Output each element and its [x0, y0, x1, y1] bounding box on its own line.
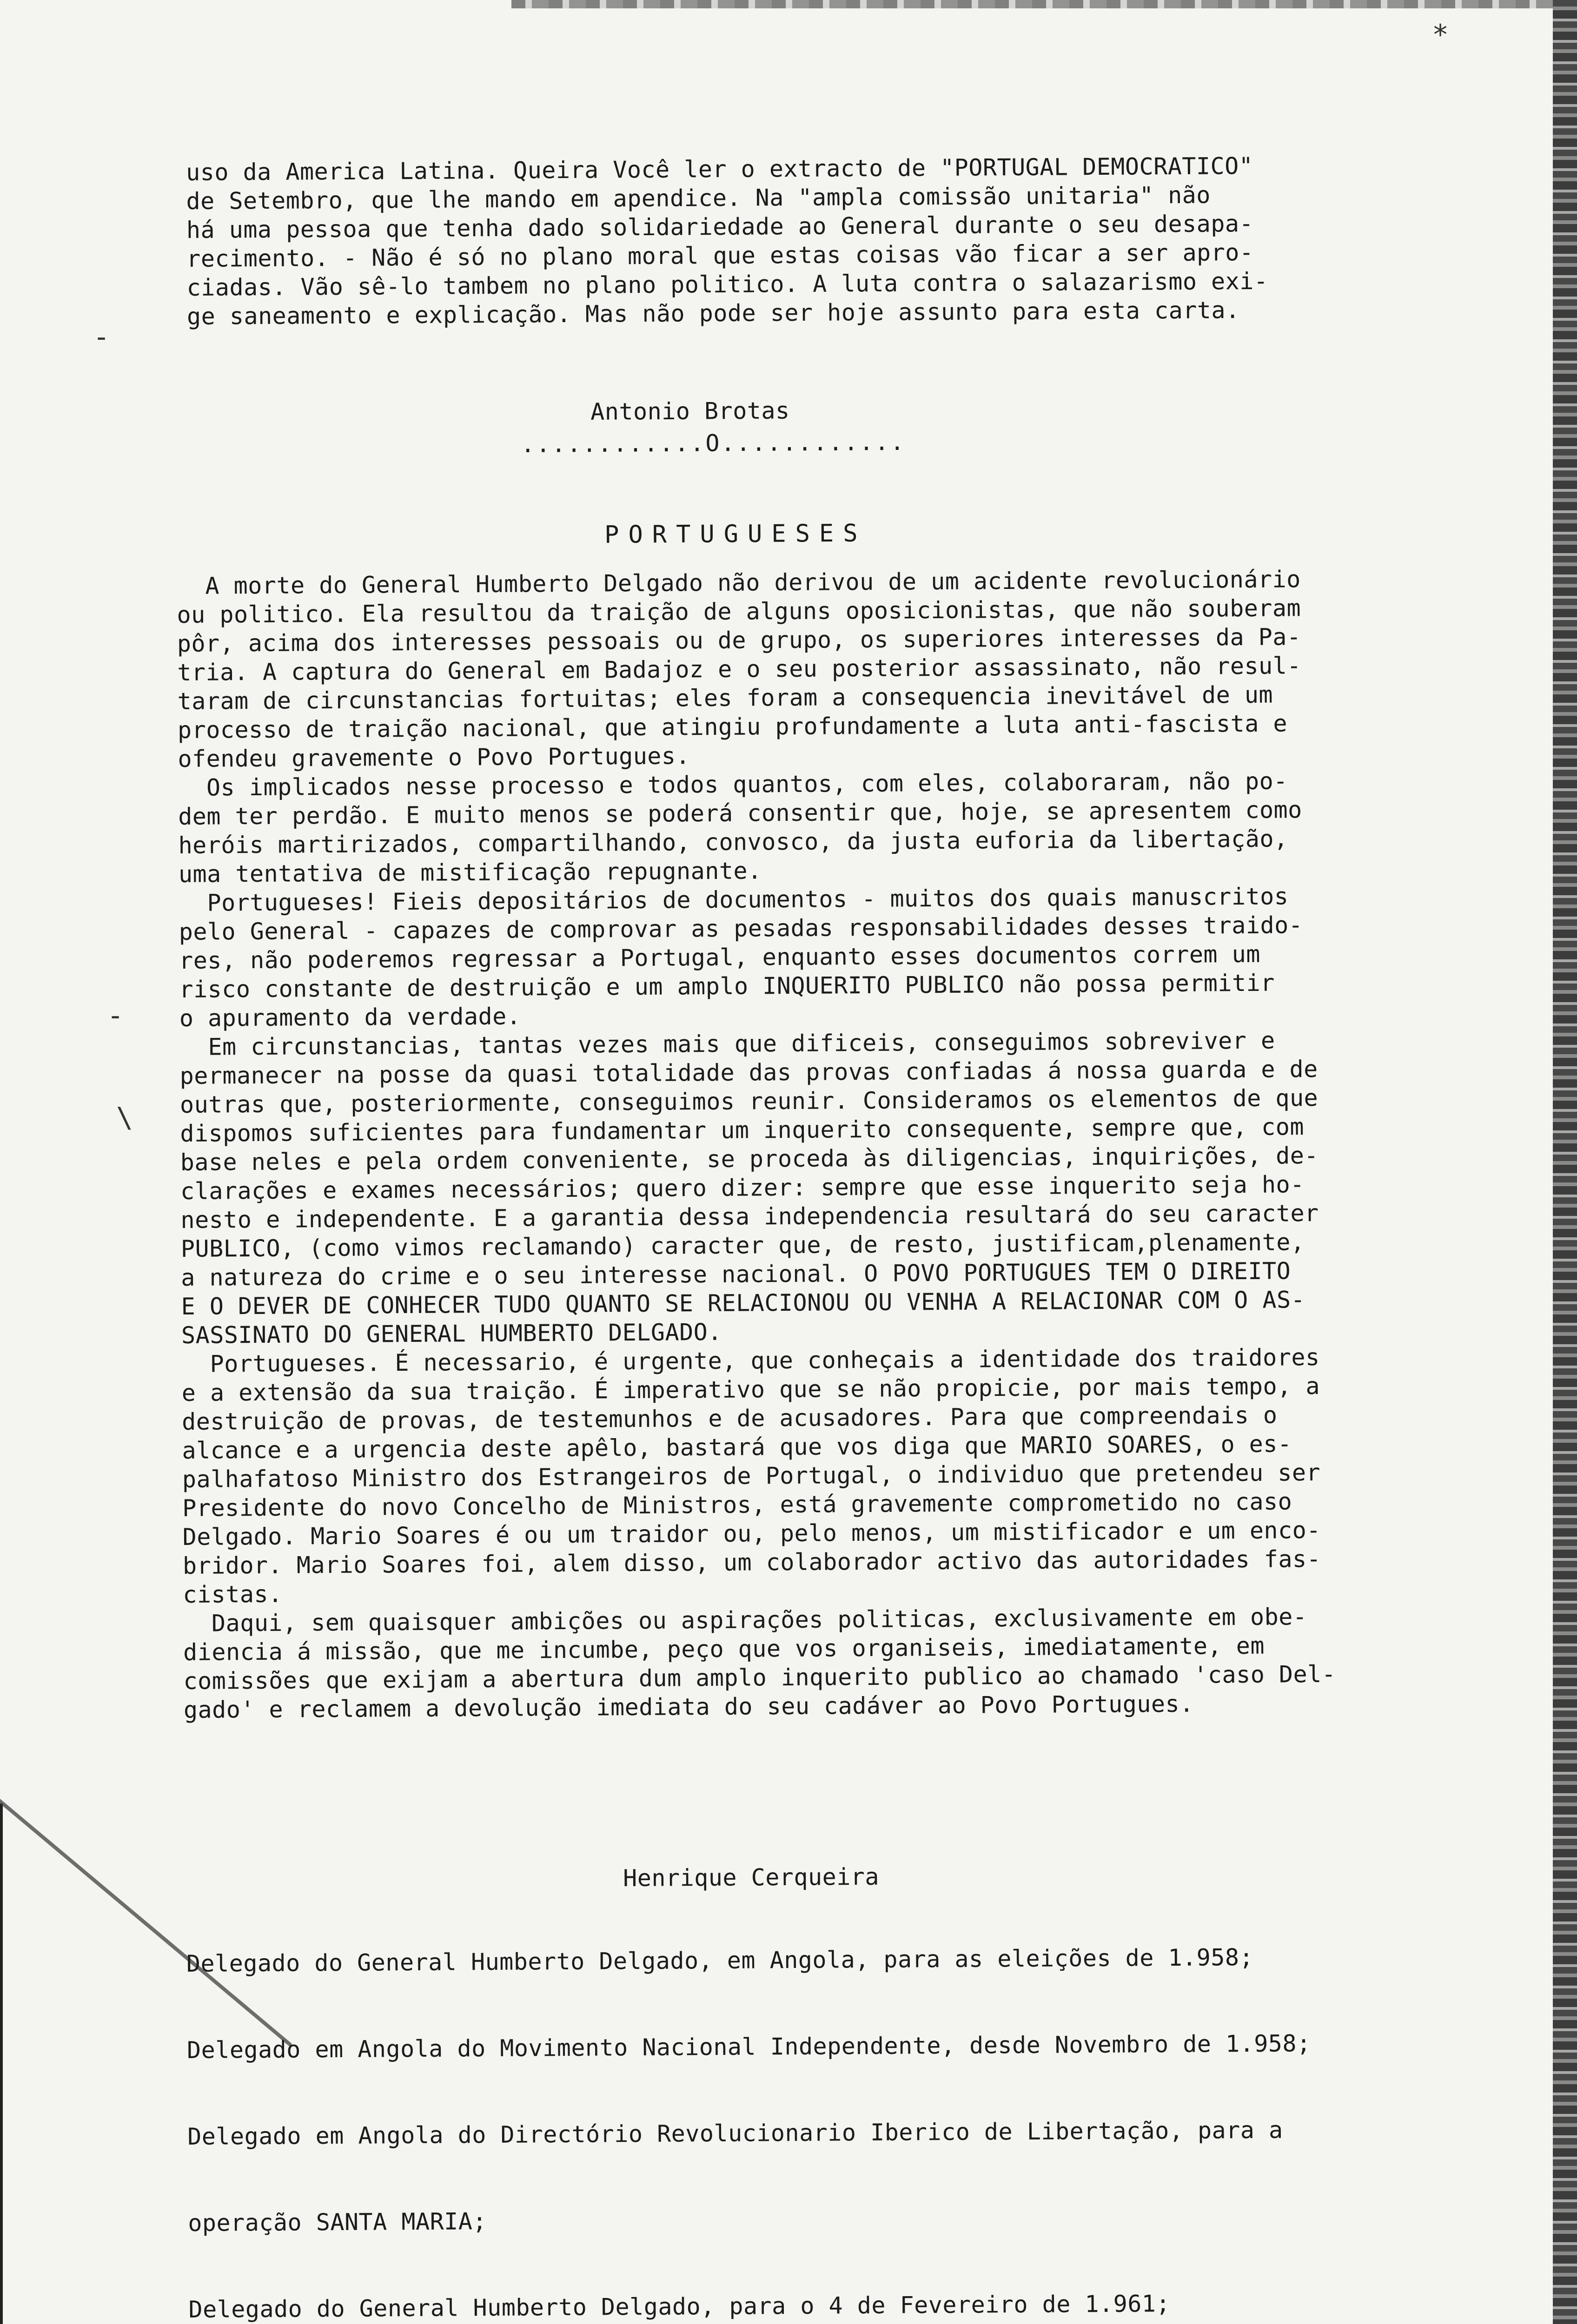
scan-shadow-top: [511, 0, 1553, 8]
scan-shadow-right-edge: [1553, 0, 1577, 2324]
margin-mark: \: [116, 1102, 133, 1134]
manifesto-heading: PORTUGUESES: [604, 519, 867, 549]
signatory-credentials: [186, 1883, 1533, 2324]
credential-line: Delegado do General Humberto Delgado, em Angola, para as eleições de 1.958;: [186, 1943, 1254, 1977]
letter-closing-paragraph: uso da America Latina. Queira Você ler o extracto de "PORTUGAL DEMOCRATICO" de Setembro, que lhe mando em apendice. Na "ampla comissão unitaria" não há uma pessoa que tenha dado solidariedade ao General durante o seu desapa- recimento. - Não é só no plano moral que estas coisas vão ficar a ser apro- ciadas. Vão sê-lo tambem no plano politico. A luta contra o salazarismo exi- ge saneamento e explicação. Mas não pode ser hoje assunto para esta carta.: [186, 152, 1268, 330]
credential-line: Delegado em Angola do Movimento Nacional Independente, desde Novembro de 1.958;: [186, 2030, 1311, 2064]
signature-henrique-cerqueira: Henrique Cerqueira: [623, 1863, 880, 1892]
margin-mark: -: [93, 321, 110, 353]
credential-line: Delegado em Angola do Directório Revolucionario Iberico de Libertação, para a: [187, 2116, 1283, 2150]
credential-line: Delegado do General Humberto Delgado, para o 4 de Fevereiro de 1.961;: [188, 2290, 1171, 2323]
margin-mark: -: [107, 999, 124, 1032]
signature-antonio-brotas: Antonio Brotas: [590, 397, 790, 425]
punch-mark: *: [1432, 19, 1449, 51]
credential-line: operação SANTA MARIA;: [188, 2208, 487, 2237]
section-separator: ............O............: [521, 428, 906, 458]
scan-shadow-left-edge: [0, 1803, 3, 2324]
manifesto-body: A morte do General Humberto Delgado não derivou de um acidente revolucionário ou politico. Ela resultou da traição de alguns oposicionistas, que não souberam pôr, acima dos interesses pessoais ou de grupo, os superiores interesses da Pa- tria. A captura do General em Badajoz e o seu posterior assassinato, não resul- taram de circunstancias fortuitas; eles foram a consequencia inevitável de um processo de traição nacional, que atingiu profundamente a luta anti-fascista e ofendeu gravemente o Povo Portugues. Os implicados nesse processo e todos quantos, com eles, colaboraram, não po- dem ter perdão. E muito menos se poderá consentir que, hoje, se apresentem como heróis martirizados, compartilhando, convosco, da justa euforia da libertação, uma tentativa de mistificação repugnante. Portugueses! Fieis depositários de documentos - muitos dos quais manuscritos pelo General - capazes de comprovar as pesadas responsabilidades desses traido- res, não poderemos regressar a Portugal, enquanto esses documentos correm um risco constante de destruição e um amplo INQUERITO PUBLICO não possa permitir o apuramento da verdade. Em circunstancias, tantas vezes mais que dificeis, conseguimos sobreviver e permanecer na posse da quasi totalidade das provas confiadas á nossa guarda e de outras que, posteriormente, conseguimos reunir. Consideramos os elementos de que dispomos suficientes para fundamentar um inquerito consequente, sempre que, com base neles e pela ordem conveniente, se proceda às diligencias, inquirições, de- clarações e exames necessários; quero dizer: sempre que esse inquerito seja ho- nesto e independente. E a garantia dessa independencia resultará do seu caracter PUBLICO, (como vimos reclamando) caracter que, de resto, justificam,plenamente, a natureza do crime e o seu interesse nacional. O POVO PORTUGUES TEM O DIREITO E O DEVER DE CONHECER TUDO QUANTO SE RELACIONOU OU VENHA A RELACIONAR COM O AS- SASSINATO DO GENERAL HUMBERTO DELGADO. Portugueses. É necessario, é urgente, que conheçais a identidade dos traidores e a extensão da sua traição. É imperativo que se não propicie, por mais tempo, a destruição de provas, de testemunhos e de acusadores. Para que compreendais o alcance e a urgencia deste apêlo, bastará que vos diga que MARIO SOARES, o es- palhafatoso Ministro dos Estrangeiros de Portugal, o individuo que pretendeu ser Presidente do novo Concelho de Ministros, está gravemente comprometido no caso Delgado. Mario Soares é ou um traidor ou, pelo menos, um mistificador e um enco- bridor. Mario Soares foi, alem disso, um colaborador activo das autoridades fas- cistas. Daqui, sem quaisquer ambições ou aspirações politicas, exclusivamente em obe- diencia á missão, que me incumbe, peço que vos organiseis, imediatamente, em comissões que exijam a abertura dum amplo inquerito publico ao chamado 'caso Del- gado' e reclamem a devolução imediata do seu cadáver ao Povo Portugues.: [177, 566, 1336, 1723]
